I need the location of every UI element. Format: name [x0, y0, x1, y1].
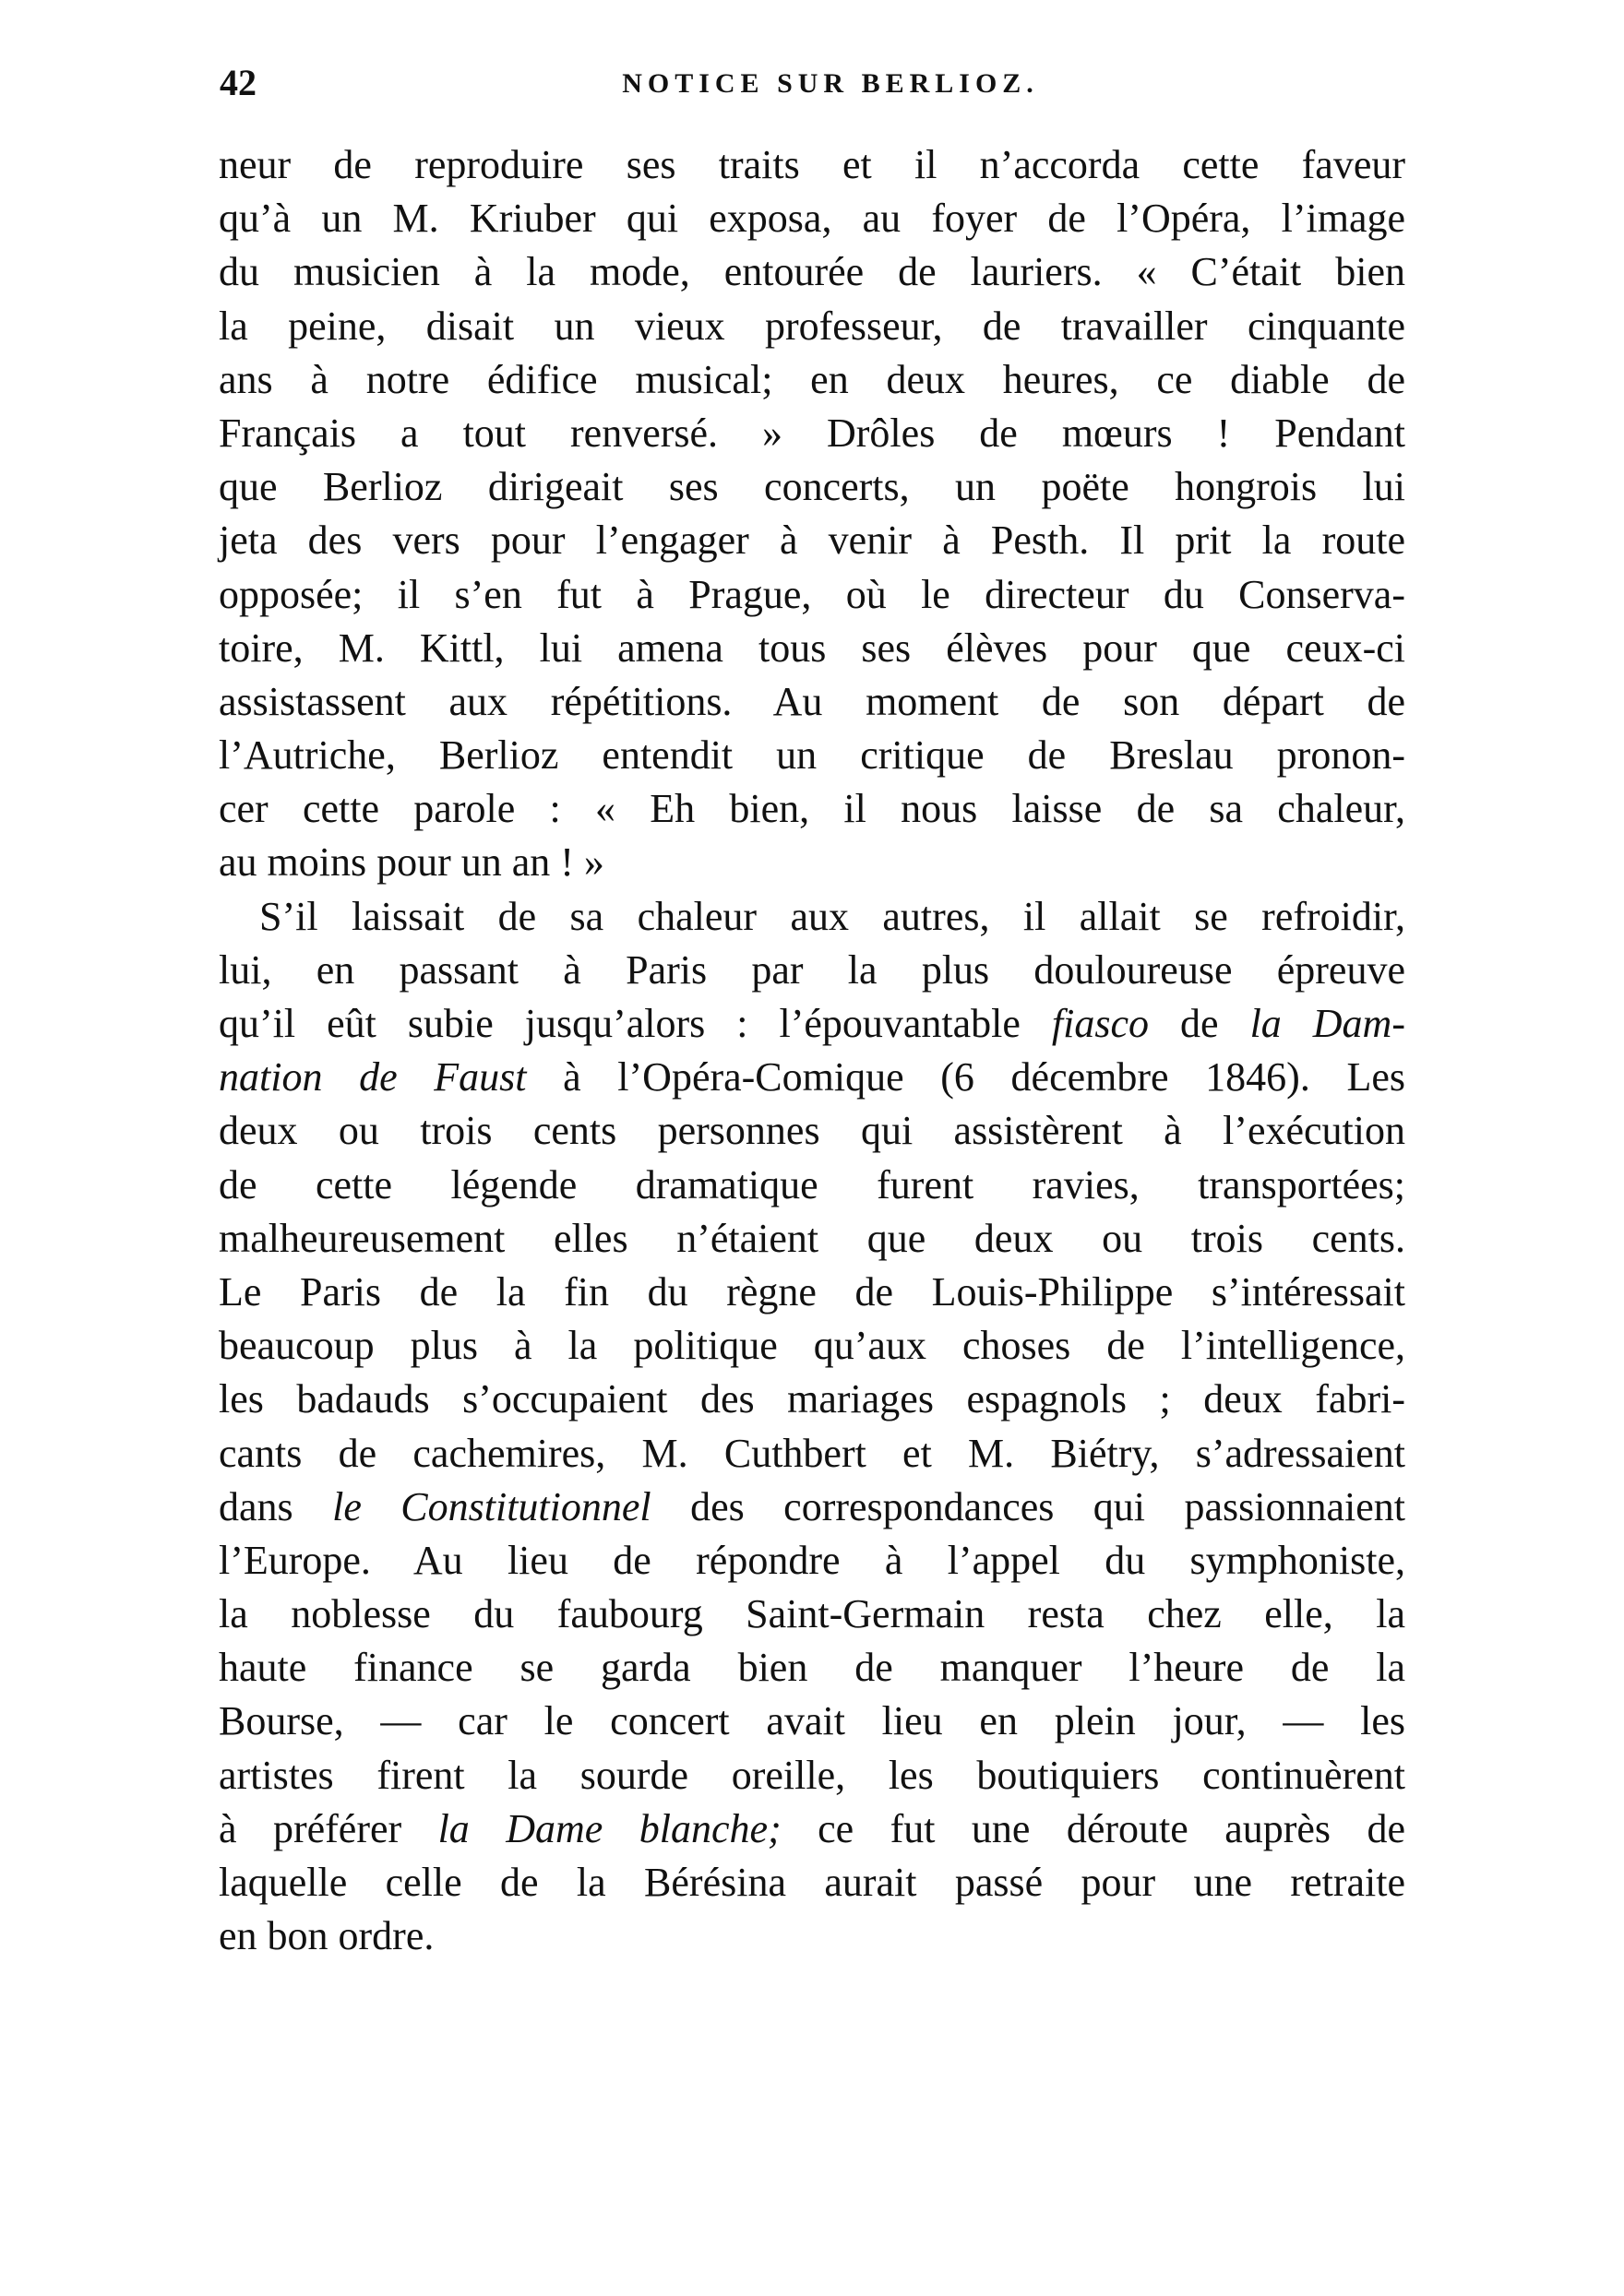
text-segment: jeta des vers pour l’engager à venir à Pesth. Il prit la route	[219, 517, 1405, 564]
text-segment: qu’à un M. Kriuber qui exposa, au foyer de l’Opéra, l’image	[219, 196, 1405, 242]
text-segment: Français a tout renversé. » Drôles de mœurs ! Pendant	[219, 410, 1405, 456]
text-segment: S’il laissait de sa chaleur aux autres, il allait se refroidir,	[259, 893, 1405, 939]
text-segment: les badauds s’occupaient des mariages espagnols ; deux fabri-	[219, 1376, 1405, 1422]
text-segment: malheureusement elles n’étaient que deux ou trois cents.	[219, 1215, 1405, 1261]
text-segment: de cette légende dramatique furent ravies, transportées;	[219, 1161, 1405, 1207]
text-segment: toire, M. Kittl, lui amena tous ses élèves pour que ceux-ci	[219, 625, 1405, 671]
text-segment: l’Europe. Au lieu de répondre à l’appel du symphoniste,	[219, 1537, 1405, 1583]
text-segment: deux ou trois cents personnes qui assistèrent à l’exécution	[219, 1108, 1405, 1154]
text-line	[219, 1427, 1405, 1481]
text-line	[219, 1749, 1405, 1802]
text-line	[219, 514, 1405, 567]
text-line	[219, 1051, 1405, 1104]
text-segment: des correspondances qui passionnaient	[651, 1483, 1405, 1529]
text-segment: de	[1149, 1001, 1250, 1046]
text-line	[219, 407, 1405, 460]
text-segment: haute finance se garda bien de manquer l’heure de la	[219, 1645, 1405, 1691]
text-line	[219, 138, 1405, 192]
text-line	[219, 997, 1405, 1051]
italic-text: la Dame blanche;	[437, 1805, 782, 1851]
text-segment: à préférer	[219, 1805, 438, 1851]
text-segment: en bon ordre.	[219, 1913, 435, 1959]
running-head: NOTICE SUR BERLIOZ.	[622, 68, 1039, 99]
text-line	[219, 782, 1405, 836]
text-line	[219, 460, 1405, 514]
text-segment: la noblesse du faubourg Saint-Germain resta chez elle, la	[219, 1591, 1405, 1637]
text-line	[219, 1481, 1405, 1534]
text-segment: lui, en passant à Paris par la plus douloureuse épreuve	[219, 946, 1405, 993]
text-line	[219, 1319, 1405, 1373]
text-line	[219, 1159, 1405, 1212]
text-segment: assistassent aux répétitions. Au moment de son départ de	[219, 678, 1405, 724]
italic-text: la Dam-	[1249, 1001, 1405, 1046]
text-segment: cer cette parole : « Eh bien, il nous laisse de sa chaleur,	[219, 786, 1405, 832]
text-segment: opposée; il s’en fut à Prague, où le directeur du Conserva-	[219, 571, 1405, 617]
body-text	[219, 138, 1405, 1963]
text-line	[219, 1641, 1405, 1695]
text-segment: laquelle celle de la Bérésina aurait passé pour une retraite	[219, 1860, 1405, 1905]
text-line	[219, 1909, 1405, 1963]
italic-text: nation de Faust	[219, 1054, 527, 1100]
text-line	[219, 1588, 1405, 1641]
text-segment: que Berlioz dirigeait ses concerts, un poëte hongrois lui	[219, 464, 1405, 510]
text-line	[219, 1212, 1405, 1266]
italic-text: le Constitutionnel	[332, 1483, 651, 1529]
text-segment: au moins pour un an ! »	[219, 839, 604, 886]
text-line	[219, 300, 1405, 353]
text-line	[219, 675, 1405, 729]
text-line	[219, 1373, 1405, 1426]
text-segment: ans à notre édifice musical; en deux heures, ce diable de	[219, 356, 1405, 402]
text-line	[219, 245, 1405, 299]
text-line	[219, 1802, 1405, 1856]
text-line	[219, 192, 1405, 245]
text-line	[219, 622, 1405, 675]
text-segment: qu’il eût subie jusqu’alors : l’épouvantable	[219, 1001, 1052, 1046]
text-line	[219, 944, 1405, 997]
page-number: 42	[220, 62, 257, 103]
text-segment: dans	[219, 1483, 333, 1529]
text-segment: Bourse, — car le concert avait lieu en plein jour, — les	[219, 1698, 1405, 1744]
text-segment: du musicien à la mode, entourée de lauriers. « C’était bien	[219, 249, 1405, 295]
text-line	[219, 890, 1405, 944]
text-line	[219, 1266, 1405, 1319]
text-segment: artistes firent la sourde oreille, les boutiquiers continuèrent	[219, 1752, 1405, 1798]
text-line	[219, 729, 1405, 782]
text-line	[219, 1856, 1405, 1909]
text-line	[219, 836, 1405, 889]
text-line	[219, 568, 1405, 622]
text-line	[219, 1534, 1405, 1588]
text-segment: l’Autriche, Berlioz entendit un critique de Breslau pronon-	[219, 732, 1405, 779]
text-segment: Le Paris de la fin du règne de Louis-Philippe s’intéressait	[219, 1268, 1405, 1315]
italic-text: fiasco	[1051, 1001, 1150, 1046]
text-line	[219, 1695, 1405, 1748]
text-segment: cants de cachemires, M. Cuthbert et M. Biétry, s’adressaient	[219, 1430, 1405, 1476]
text-line	[219, 1104, 1405, 1158]
text-line	[219, 353, 1405, 407]
text-segment: la peine, disait un vieux professeur, de travailler cinquante	[219, 303, 1405, 349]
text-segment: neur de reproduire ses traits et il n’accorda cette faveur	[219, 142, 1405, 187]
text-segment: ce fut une déroute auprès de	[781, 1805, 1405, 1851]
text-segment: beaucoup plus à la politique qu’aux choses de l’intelligence,	[219, 1323, 1405, 1369]
text-segment: à l’Opéra-Comique (6 décembre 1846). Les	[526, 1054, 1406, 1100]
